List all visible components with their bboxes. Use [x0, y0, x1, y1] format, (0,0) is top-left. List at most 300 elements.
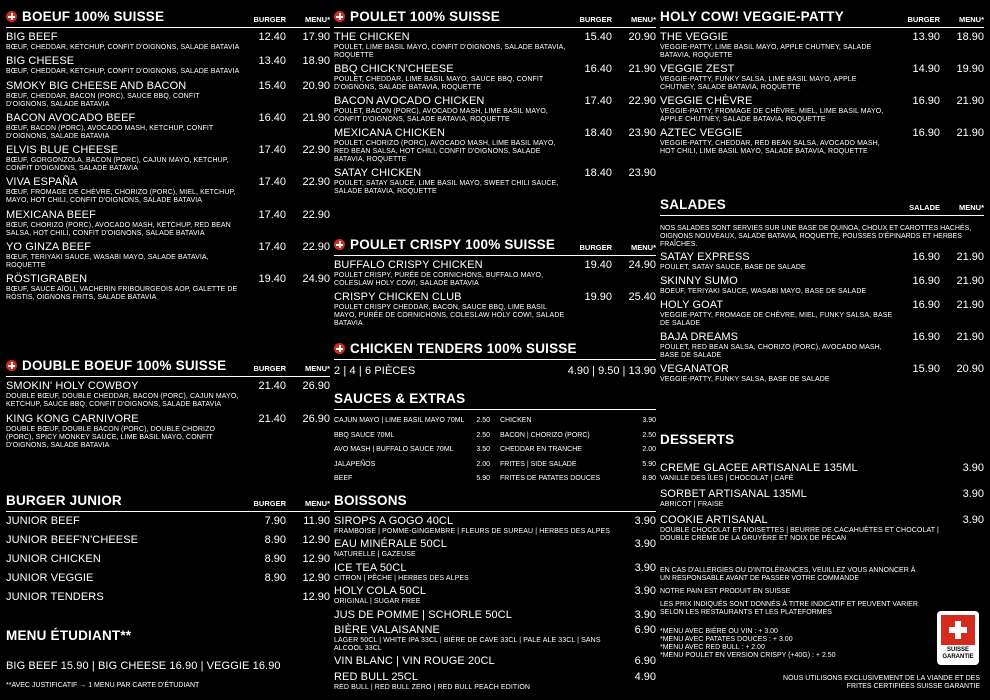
price-menu: 24.90	[628, 259, 656, 271]
item-name: SATAY CHICKEN	[334, 167, 422, 179]
menu-item	[660, 275, 984, 296]
item-description: ORIGINAL | SUGAR FREE	[334, 598, 421, 606]
item-name: BACON AVOCADO BEEF	[6, 111, 136, 124]
section-tenders	[334, 338, 656, 378]
sauce-name: CHEDDAR EN TRANCHE	[500, 446, 582, 453]
item-list	[334, 256, 656, 328]
sauce-price: 5.90	[642, 460, 656, 468]
menu-item	[6, 591, 330, 604]
item-description: ABRICOT | FRAISE	[660, 501, 724, 508]
footer-note: NOUS UTILISONS EXCLUSIVEMENT DE LA VIANDE ET DES FRITES CERTIFIÉES SUISSE GARANTIE	[783, 675, 980, 690]
section-title: BURGER JUNIOR	[6, 493, 122, 508]
menu-item	[660, 514, 984, 543]
price-single: 21.40	[258, 413, 286, 425]
sauce-item	[500, 443, 656, 458]
sauce-item	[334, 429, 490, 444]
sauce-item	[500, 414, 656, 429]
item-description: VEGGIE-PATTY, CHEDDAR, RED BEAN SALSA, AVOCADO MASH, HOT CHILI, LIME BASIL MAYO, SALADE BATAVIA, ROQUETTE	[660, 140, 880, 155]
menu-item	[660, 363, 984, 384]
price-single: 15.40	[584, 31, 612, 43]
item-list	[334, 512, 656, 692]
menu-item	[6, 241, 330, 270]
price-single: 16.90	[912, 299, 940, 311]
price-single: 19.40	[258, 273, 286, 286]
section-veggie	[660, 6, 984, 156]
price-menu: 21.90	[956, 275, 984, 287]
section-title: POULET CRISPY 100% SUISSE	[350, 237, 556, 252]
sauce-price: 3.50	[476, 446, 490, 453]
col-header-menu: MENU*	[304, 15, 330, 24]
item-description: DOUBLE BŒUF, DOUBLE CHEDDAR, BACON (PORC), CAJUN MAYO, KETCHUP, SAUCE BBQ, CONFIT D'OIGNONS, SALADE BATAVIA	[6, 393, 239, 408]
item-description: RED BULL | RED BULL ZERO | RED BULL PEACH EDITION	[334, 683, 531, 691]
item-description: POULET, CHEDDAR, LIME BASIL MAYO, SAUCE BBQ, CONFIT D'OIGNONS, SALADE BATAVIA, ROQUETTE	[334, 76, 544, 91]
price-single: 18.40	[584, 127, 612, 139]
item-description: POULET, CHORIZO (PORC), AVOCADO MASH, LIME BASIL MAYO, RED BEAN SALSA, HOT CHILI, CONFIT D'OIGNONS, SALADE BATAVIA, ROQUETTE	[334, 140, 556, 163]
sauce-name: BACON | CHORIZO (PORC)	[500, 431, 590, 439]
student-menu-prices: BIG BEEF 15.90 | BIG CHEESE 16.90 | VEGGIE 16.90	[6, 660, 281, 672]
sauce-name: AVO MASH | BUFFALO SAUCE 70ML	[334, 446, 454, 453]
section-title: BOISSONS	[334, 493, 407, 508]
item-description: VANILLE DES ÎLES | CHOCOLAT | CAFÉ	[660, 475, 794, 482]
section-header	[334, 338, 656, 360]
supplement-line: *MENU POULET EN VERSION CRISPY (+40G) : + 2.50	[660, 652, 836, 659]
item-name: BBQ CHICK'N'CHEESE	[334, 63, 454, 75]
item-description: DOUBLE CHOCOLAT ET NOISETTES | BEURRE DE CACAHUÈTES ET CHOCOLAT | DOUBLE CRÈME DE LA GRUYÈRE ET NOIX DE PÉCAN	[660, 527, 939, 542]
prices-note: LES PRIX INDIQUÉS SONT DONNÉS À TITRE INDICATIF ET PEUVENT VARIER SELON LES RESTAURANTS ET LES PLATEFORMES	[660, 601, 918, 616]
item-name: VIN BLANC | VIN ROUGE 20CL	[334, 655, 495, 668]
col-header-menu: MENU*	[630, 243, 656, 252]
menu-item	[334, 515, 656, 536]
item-name: JUNIOR CHICKEN	[6, 553, 101, 565]
sauce-item	[334, 414, 490, 429]
col-header-burger: BURGER	[579, 15, 612, 24]
menu-item	[6, 413, 330, 450]
price-menu: 24.90	[302, 273, 330, 286]
menu-item	[334, 167, 656, 196]
col-header-menu: MENU*	[304, 499, 330, 508]
sauce-price: 2.00	[476, 460, 490, 468]
section-title: DOUBLE BOEUF 100% SUISSE	[22, 358, 227, 373]
col-header-burger: BURGER	[253, 364, 286, 373]
menu-item	[6, 380, 330, 409]
price-menu: 22.90	[302, 241, 330, 254]
price-single: 14.90	[912, 63, 940, 75]
price-menu: 20.90	[628, 31, 656, 43]
section-header	[334, 234, 656, 256]
item-name: BAJA DREAMS	[660, 331, 739, 343]
sauce-price: 2.50	[476, 431, 490, 439]
item-description: POULET, RED BEAN SALSA, CHORIZO (PORC), AVOCADO MASH, BASE DE SALADE	[660, 344, 882, 359]
item-name: RÖSTIGRABEN	[6, 273, 88, 286]
item-name: JUNIOR TENDERS	[6, 591, 104, 603]
price-single: 17.40	[584, 95, 612, 107]
item-description: VEGGIE-PATTY, LIME BASIL MAYO, APPLE CHUTNEY, SALADE BATAVIA, ROQUETTE	[660, 44, 872, 59]
item-description: VEGGIE-PATTY, FROMAGE DE CHÈVRE, MIEL, LIME BASIL MAYO, APPLE CHUTNEY, SALADE BATAVIA, ROQUETTE	[660, 108, 884, 123]
item-description: DOUBLE BŒUF, DOUBLE BACON (PORC), DOUBLE CHORIZO (PORC), SPICY MONKEY SAUCE, LIME BASIL MAYO, CONFIT D'OIGNONS, SALADE BATAVIA	[6, 426, 215, 449]
section-header	[334, 6, 656, 28]
student-menu-note: **AVEC JUSTIFICATIF → 1 MENU PAR CARTE D'ÉTUDIANT	[6, 682, 200, 689]
item-name: HOLY GOAT	[660, 299, 724, 311]
section-header	[6, 355, 330, 377]
price-single: 17.40	[258, 241, 286, 254]
item-description: BŒUF, BACON (PORC), AVOCADO MASH, KETCHUP, CONFIT D'OIGNONS, SALADE BATAVIA	[6, 124, 214, 140]
section-title: HOLY COW! VEGGIE-PATTY	[660, 9, 844, 24]
section-header	[334, 388, 656, 410]
price-single: 8.90	[264, 553, 286, 565]
menu-item	[334, 95, 656, 124]
price-menu: 21.90	[956, 95, 984, 107]
item-list	[6, 512, 330, 604]
price-single: 16.90	[912, 95, 940, 107]
column-right	[660, 0, 984, 700]
item-list	[660, 28, 984, 156]
price-single: 19.90	[584, 291, 612, 303]
section-title: CHICKEN TENDERS 100% SUISSE	[350, 341, 577, 356]
sauce-name: CHICKEN	[500, 417, 532, 424]
price-menu: 18.90	[956, 31, 984, 43]
price-single: 18.40	[584, 167, 612, 179]
section-header	[660, 194, 984, 216]
item-description: POULET, BACON (PORC), AVOCADO MASH, LIME BASIL MAYO, CONFIT D'OIGNONS, SALADE BATAVIA, ROQUETTE	[334, 108, 548, 123]
item-list	[660, 249, 984, 384]
section-junior	[6, 490, 330, 604]
section-title: BOEUF 100% SUISSE	[22, 9, 165, 24]
item-name: JUNIOR BEEF'N'CHEESE	[6, 534, 139, 546]
swiss-cross-icon	[334, 239, 345, 250]
menu-item	[6, 55, 330, 76]
sauce-price: 2.50	[476, 417, 490, 424]
item-list	[6, 28, 330, 302]
menu-item	[660, 299, 984, 328]
price-single: 16.40	[584, 63, 612, 75]
item-name: VEGGIE ZEST	[660, 63, 735, 75]
menu-item	[6, 31, 330, 52]
item-description: POULET, SATAY SAUCE, BASE DE SALADE	[660, 264, 806, 271]
price-menu: 18.90	[302, 55, 330, 68]
sauces-left-list	[334, 414, 490, 487]
price-single: 8.90	[264, 534, 286, 546]
price-menu: 21.90	[302, 111, 330, 124]
menu-item	[6, 572, 330, 585]
item-name: VEGANATOR	[660, 363, 729, 375]
sauce-price: 2.50	[642, 431, 656, 439]
menu-item	[334, 624, 656, 653]
price-menu: 12.90	[302, 572, 330, 584]
sauce-price: 3.90	[642, 417, 656, 424]
section-salades	[660, 194, 984, 384]
price-menu: 21.90	[956, 251, 984, 263]
price-menu: 11.90	[303, 515, 330, 527]
price: 6.90	[634, 655, 656, 668]
price-menu: 19.90	[956, 63, 984, 75]
item-name: JUS DE POMME | SCHORLE 50CL	[334, 608, 512, 621]
item-name: SMOKIN' HOLY COWBOY	[6, 380, 139, 392]
col-header-menu: MENU*	[958, 15, 984, 24]
section-boeuf	[6, 6, 330, 302]
item-name: YO GINZA BEEF	[6, 241, 92, 254]
section-sauces	[334, 388, 656, 487]
menu-item	[660, 95, 984, 124]
price-single: 7.90	[264, 515, 286, 527]
section-title: POULET 100% SUISSE	[350, 9, 500, 24]
item-description: BŒUF, CHEDDAR, KETCHUP, CONFIT D'OIGNONS, SALADE BATAVIA	[6, 44, 240, 51]
sauces-grid	[334, 410, 656, 487]
menu-item	[660, 63, 984, 92]
price-menu: 26.90	[302, 413, 330, 425]
menu-item	[334, 609, 656, 622]
item-description: BŒUF, CHEDDAR, BACON (PORC), SAUCE BBQ, CONFIT D'OIGNONS, SALADE BATAVIA	[6, 92, 200, 108]
item-description: NATURELLE | GAZEUSE	[334, 551, 416, 559]
item-description: LAGER 50CL | WHITE IPA 33CL | BIÈRE DE CAVE 33CL | PALE ALE 33CL | SANS ALCOOL 33CL	[334, 636, 601, 652]
item-name: CRISPY CHICKEN CLUB	[334, 291, 462, 303]
item-name: COOKIE ARTISANAL	[660, 514, 768, 526]
price-single: 12.40	[258, 31, 286, 43]
item-list	[334, 28, 656, 196]
price-single: 19.40	[584, 259, 612, 271]
price-single: 16.90	[912, 275, 940, 287]
price: 3.90	[962, 514, 984, 526]
item-name: JUNIOR BEEF	[6, 515, 80, 527]
item-description: POULET CRISPY CHEDDAR, BACON, SAUCE BBQ, LIME BASIL MAYO, PURÉE DE CORNICHONS, COLESLAW HOLY COW!, SALADE BATAVIA	[334, 304, 565, 327]
col-header-burger: BURGER	[253, 499, 286, 508]
menu-item	[6, 273, 330, 302]
item-description: VEGGIE-PATTY, FUNKY SALSA, BASE DE SALADE	[660, 376, 830, 383]
section-boissons	[334, 490, 656, 692]
price: 3.90	[634, 538, 656, 551]
section-crispy	[334, 234, 656, 328]
section-poulet	[334, 6, 656, 196]
price: 3.90	[634, 561, 656, 574]
sauce-item	[500, 458, 656, 473]
sauce-name: BBQ SAUCE 70ML	[334, 431, 395, 439]
menu-item	[334, 63, 656, 92]
tenders-prices: 4.90 | 9.50 | 13.90	[567, 365, 656, 377]
menu-item	[660, 462, 984, 483]
menu-item	[660, 31, 984, 60]
section-header	[6, 490, 330, 512]
item-name: SATAY EXPRESS	[660, 251, 750, 263]
supplement-line: *MENU AVEC RED BULL : + 2.00	[660, 644, 765, 651]
price-menu: 21.90	[956, 299, 984, 311]
section-header	[6, 6, 330, 28]
price-menu: 22.90	[302, 176, 330, 189]
column-middle	[334, 0, 656, 700]
price-single: 8.90	[264, 572, 286, 584]
salades-intro: NOS SALADES SONT SERVIES SUR UNE BASE DE QUINOA, CHOUX ET CAROTTES HACHÉS, OIGNONS NOUVEAUX, SALADE BATAVIA, ROQUETTE, POUSSES D'ÉPINARDS ET HERBES FRAÎCHES.	[660, 225, 972, 248]
price-menu: 12.90	[302, 534, 330, 546]
item-name: RED BULL 25CL	[334, 670, 419, 683]
section-title: SALADES	[660, 197, 726, 212]
allergy-note: EN CAS D'ALLERGIES OU D'INTOLÉRANCES, VEUILLEZ VOUS ANNONCER À UN RESPONSABLE AVANT DE PASSER VOTRE COMMANDE	[660, 567, 916, 582]
item-name: BIG CHEESE	[6, 55, 75, 68]
item-name: THE VEGGIE	[660, 31, 729, 43]
col-header-burger: BURGER	[579, 243, 612, 252]
price-single: 17.40	[258, 176, 286, 189]
item-name: SIROPS A GOGO 40CL	[334, 515, 454, 527]
price: 3.90	[962, 462, 984, 474]
item-name: ELVIS BLUE CHEESE	[6, 144, 119, 157]
item-name: VEGGIE CHÈVRE	[660, 95, 753, 107]
price-single: 17.40	[258, 144, 286, 157]
col-header-menu: MENU*	[958, 203, 984, 212]
tenders-row	[334, 360, 656, 378]
price-single: 15.40	[258, 79, 286, 92]
item-name: EAU MINÉRALE 50CL	[334, 538, 447, 551]
item-name: THE CHICKEN	[334, 31, 410, 43]
item-name: BIG BEEF	[6, 31, 58, 43]
price: 6.90	[634, 623, 656, 636]
swiss-cross-icon	[334, 343, 345, 354]
item-name: SORBET ARTISANAL 135ML	[660, 488, 807, 500]
item-description: POULET, SATAY SAUCE, LIME BASIL MAYO, SWEET CHILI SAUCE, SALADE BATAVIA, ROQUETTE	[334, 180, 559, 195]
item-name: AZTEC VEGGIE	[660, 127, 743, 139]
item-name: SKINNY SUMO	[660, 275, 738, 287]
section-header	[660, 6, 984, 28]
menu-item	[334, 585, 656, 606]
item-name: CREME GLACEE ARTISANALE 135ML	[660, 462, 858, 474]
item-name: SMOKY BIG CHEESE AND BACON	[6, 79, 187, 92]
menu-item	[334, 127, 656, 164]
section-title: SAUCES & EXTRAS	[334, 391, 466, 406]
menu-item	[334, 538, 656, 559]
sauce-price: 8.90	[642, 475, 656, 482]
item-description: POULET CRISPY, PURÉE DE CORNICHONS, BUFFALO MAYO, COLESLAW HOLY COW!, SALADE BATAVIA	[334, 272, 544, 287]
section-desserts	[660, 428, 984, 543]
price-single: 16.90	[912, 127, 940, 139]
price-menu: 22.90	[302, 208, 330, 221]
price: 4.90	[634, 670, 656, 683]
sauce-item	[334, 472, 490, 487]
supplement-line: *MENU AVEC PATATES DOUCES : + 3.00	[660, 636, 793, 643]
price-single: 16.90	[912, 331, 940, 343]
price-menu: 25.40	[628, 291, 656, 303]
price-menu: 23.90	[628, 167, 656, 179]
sauce-price: 5.90	[476, 475, 490, 482]
sauce-item	[500, 429, 656, 444]
menu-item	[6, 209, 330, 238]
bread-note: NOTRE PAIN EST PRODUIT EN SUISSE	[660, 588, 791, 595]
item-description: BŒUF, GORGONZOLA, BACON (PORC), CAJUN MAYO, KETCHUP, CONFIT D'OIGNONS, SALADE BATAVIA	[6, 157, 229, 173]
price-menu: 22.90	[628, 95, 656, 107]
menu-item	[660, 251, 984, 272]
price-single: 17.40	[258, 208, 286, 221]
menu-item	[334, 655, 656, 668]
price-menu: 21.90	[956, 331, 984, 343]
item-description: BŒUF, SAUCE AÏOLI, VACHERIN FRIBOURGEOIS AOP, GALETTE DE RÖSTIS, OIGNONS FRITS, SALADE BATAVIA	[6, 286, 238, 302]
item-name: MEXICANA CHICKEN	[334, 127, 446, 139]
price: 3.90	[962, 488, 984, 500]
price: 3.90	[634, 608, 656, 621]
menu-item	[660, 488, 984, 509]
sauce-name: JALAPEÑOS	[334, 460, 376, 468]
sauce-name: BEEF	[334, 475, 353, 482]
price-single: 21.40	[258, 380, 286, 392]
menu-item	[6, 534, 330, 547]
menu-item	[334, 259, 656, 288]
sauce-item	[334, 458, 490, 473]
item-description: BŒUF, FROMAGE DE CHÈVRE, CHORIZO (PORC), MIEL, KETCHUP, MAYO, HOT CHILI, CONFIT D'OIGNONS, SALADE BATAVIA	[6, 189, 236, 205]
section-title: DESSERTS	[660, 432, 735, 447]
item-description: POULET, LIME BASIL MAYO, CONFIT D'OIGNONS, SALADE BATAVIA, ROQUETTE	[334, 44, 566, 59]
item-description: CITRON | PÊCHE | HERBES DES ALPES	[334, 574, 469, 582]
item-name: MEXICANA BEEF	[6, 208, 96, 221]
section-title: MENU ÉTUDIANT**	[6, 628, 132, 643]
item-name: BACON AVOCADO CHICKEN	[334, 95, 485, 107]
swiss-cross-icon	[6, 360, 17, 371]
menu-item	[660, 127, 984, 156]
price-menu: 20.90	[302, 79, 330, 92]
menu-item	[6, 112, 330, 141]
menu-supplements	[660, 628, 922, 660]
badge-label: SUISSE GARANTIE	[942, 647, 974, 660]
section-header	[334, 490, 656, 512]
item-list	[660, 450, 984, 543]
price-menu: 20.90	[956, 363, 984, 375]
col-header-burger: BURGER	[253, 15, 286, 24]
price: 3.90	[634, 515, 656, 527]
price-single: 15.90	[912, 363, 940, 375]
item-description: VEGGIE-PATTY, FROMAGE DE CHÈVRE, MIEL, FUNKY SALSA, BASE DE SALADE	[660, 312, 893, 327]
suisse-garantie-badge	[937, 611, 979, 665]
section-header	[660, 428, 984, 450]
swiss-cross-icon	[6, 11, 17, 22]
menu-item	[334, 562, 656, 583]
menu-item	[660, 331, 984, 360]
col-header-burger: BURGER	[907, 15, 940, 24]
item-name: HOLY COLA 50CL	[334, 585, 427, 598]
item-description: BOEUF, TERIYAKI SAUCE, WASABI MAYO, BASE DE SALADE	[660, 288, 867, 295]
item-description: FRAMBOISE | POMME-GINGEMBRE | FLEURS DE SUREAU | HERBES DES ALPES	[334, 528, 611, 535]
item-list	[6, 377, 330, 450]
item-description: BŒUF, CHEDDAR, KETCHUP, CONFIT D'OIGNONS, SALADE BATAVIA	[6, 68, 240, 76]
item-name: VIVA ESPAÑA	[6, 176, 78, 189]
price-menu: 21.90	[956, 127, 984, 139]
price-single: 16.90	[912, 251, 940, 263]
menu-item	[334, 671, 656, 692]
menu-item	[6, 176, 330, 205]
price-menu: 17.90	[302, 31, 330, 43]
sauce-price: 2.00	[642, 446, 656, 453]
price-menu: 26.90	[302, 380, 330, 392]
swiss-cross-icon	[334, 11, 345, 22]
col-header-salade: SALADE	[909, 203, 940, 212]
notes	[660, 567, 922, 660]
menu-item	[6, 553, 330, 566]
price-menu: 12.90	[302, 591, 330, 603]
menu-item	[6, 80, 330, 109]
item-name: JUNIOR VEGGIE	[6, 572, 94, 584]
price-menu: 21.90	[628, 63, 656, 75]
sauce-name: FRITES DE PATATES DOUCES	[500, 475, 601, 482]
price-menu: 12.90	[302, 553, 330, 565]
sauce-item	[500, 472, 656, 487]
col-header-menu: MENU*	[304, 364, 330, 373]
item-description: VEGGIE-PATTY, FUNKY SALSA, LIME BASIL MAYO, APPLE CHUTNEY, SALADE BATAVIA, ROQUETTE	[660, 76, 857, 91]
item-description: BŒUF, TERIYAKI SAUCE, WASABI MAYO, SALADE BATAVIA, ROQUETTE	[6, 254, 209, 270]
price-single: 16.40	[258, 111, 286, 124]
item-description: BŒUF, CHORIZO (PORC), AVOCADO MASH, KETCHUP, RED BEAN SALSA, HOT CHILI, CONFIT D'OIGNONS, SALADE BATAVIA	[6, 221, 231, 237]
price: 3.90	[634, 585, 656, 598]
price-menu: 22.90	[302, 144, 330, 157]
col-header-menu: MENU*	[630, 15, 656, 24]
item-name: KING KONG CARNIVORE	[6, 413, 139, 425]
section-double	[6, 355, 330, 450]
sauce-name: FRITES | SIDE SALADE	[500, 460, 577, 468]
menu-item	[6, 144, 330, 173]
item-name: BIÈRE VALAISANNE	[334, 623, 440, 636]
column-left	[6, 0, 330, 700]
menu-item	[334, 31, 656, 60]
